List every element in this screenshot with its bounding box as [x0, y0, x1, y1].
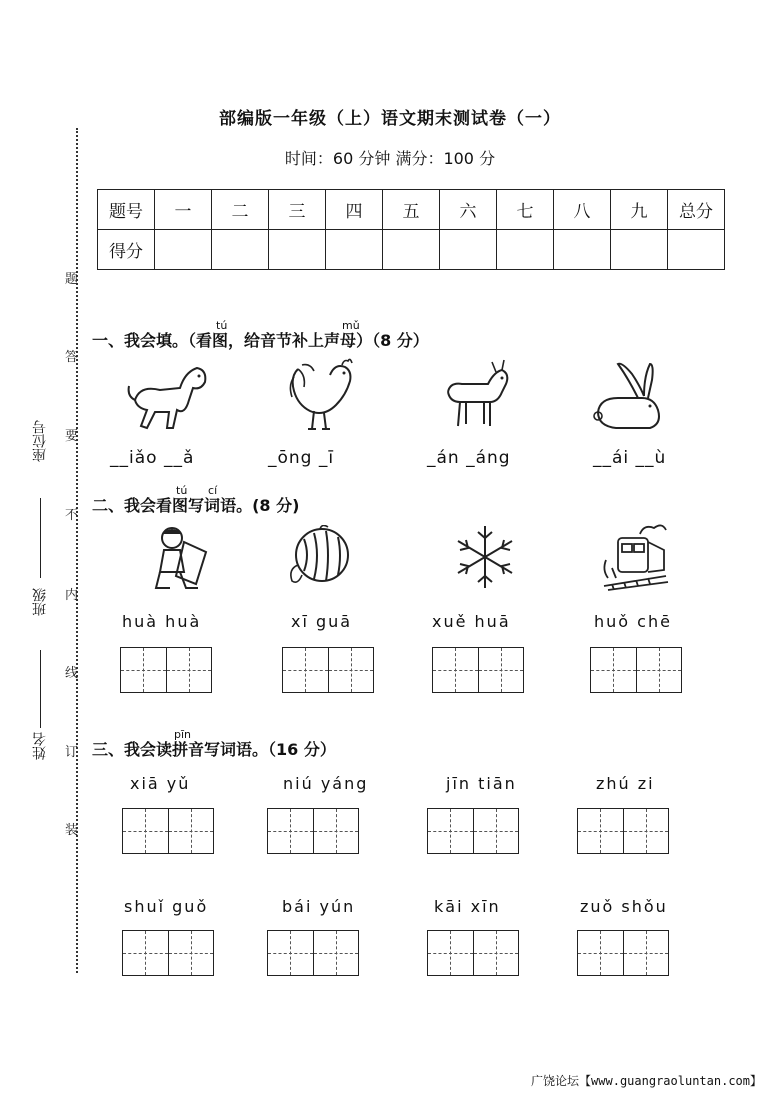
score-table [97, 189, 725, 270]
writing-grid[interactable] [590, 647, 682, 693]
writing-grid[interactable] [427, 808, 519, 854]
grid-cell[interactable] [433, 648, 479, 692]
pinyin-label: niú yáng [283, 774, 369, 793]
binding-char: 内 [65, 588, 79, 603]
grid-cell[interactable] [268, 809, 314, 853]
table-header-cell: 三 [269, 190, 326, 230]
table-header-cell: 总分 [668, 190, 725, 230]
grid-cell[interactable] [329, 648, 374, 692]
pinyin-label: jīn tiān [446, 774, 517, 793]
grid-cell[interactable] [428, 809, 474, 853]
pinyin-label: xī guā [291, 612, 353, 631]
grid-cell[interactable] [428, 931, 474, 975]
ruby-ci: cí [208, 484, 218, 497]
table-header-cell: 六 [440, 190, 497, 230]
pinyin-label: bái yún [282, 897, 356, 916]
binding-char: 线 [65, 666, 79, 681]
binding-char: 装 [65, 823, 79, 838]
watermelon-icon [286, 525, 354, 590]
grid-cell[interactable] [479, 648, 524, 692]
writing-grid[interactable] [577, 930, 669, 976]
score-cell[interactable] [383, 230, 440, 270]
table-header-cell: 一 [155, 190, 212, 230]
section-1-title: 一、我会填。（看 tú 图，给音节补上声 mǔ 母）（8 分） [92, 319, 429, 350]
writing-grid[interactable] [267, 808, 359, 854]
seat-underline[interactable] [40, 498, 41, 578]
pinyin-label: zuǒ shǒu [580, 897, 668, 916]
class-label: 班级 [32, 588, 48, 616]
score-cell[interactable] [497, 230, 554, 270]
score-cell[interactable] [611, 230, 668, 270]
binding-dotted-line [76, 128, 78, 973]
score-cell[interactable] [212, 230, 269, 270]
ruby-mu: mǔ [342, 319, 360, 332]
binding-char: 题 [65, 272, 79, 287]
table-header-cell: 八 [554, 190, 611, 230]
score-cell[interactable] [269, 230, 326, 270]
rabbit-icon [588, 358, 670, 436]
grid-cell[interactable] [123, 809, 169, 853]
blank-group-3[interactable]: _án _áng [427, 448, 511, 468]
pinyin-label: kāi xīn [434, 897, 501, 916]
writing-grid[interactable] [427, 930, 519, 976]
pinyin-label: huà huà [122, 612, 202, 631]
ruby-tu: tú [216, 319, 228, 332]
grid-cell[interactable] [268, 931, 314, 975]
score-table-header-row [98, 190, 725, 230]
page-subtitle: 时间：60 分钟 满分：100 分 [284, 149, 496, 168]
boy-drawing-icon [150, 522, 212, 592]
grid-cell[interactable] [578, 809, 624, 853]
blank-group-1[interactable]: __iǎo __ǎ [110, 448, 195, 468]
score-cell[interactable] [326, 230, 383, 270]
pinyin-label: xiā yǔ [130, 774, 191, 793]
score-cell[interactable] [440, 230, 497, 270]
seat-label: 座位号 [32, 420, 48, 462]
writing-grid[interactable] [122, 930, 214, 976]
grid-cell[interactable] [474, 809, 519, 853]
table-row-label: 得分 [98, 230, 155, 270]
binding-char: 要 [65, 429, 79, 444]
score-cell[interactable] [155, 230, 212, 270]
pinyin-label: xuě huā [432, 612, 511, 631]
grid-cell[interactable] [474, 931, 519, 975]
score-table-score-row [98, 230, 725, 270]
grid-cell[interactable] [314, 809, 359, 853]
section-2-title: 二、我会看 tú 图写 cí 词语。(8 分) [92, 484, 300, 515]
snowflake-icon [450, 522, 520, 592]
table-header-cell: 四 [326, 190, 383, 230]
table-header-cell: 二 [212, 190, 269, 230]
train-icon [600, 520, 670, 592]
grid-cell[interactable] [624, 931, 669, 975]
grid-cell[interactable] [314, 931, 359, 975]
table-header-cell: 五 [383, 190, 440, 230]
grid-cell[interactable] [283, 648, 329, 692]
table-header-cell: 题号 [98, 190, 155, 230]
rooster-icon [280, 355, 360, 435]
ruby-tu: tú [176, 484, 188, 497]
grid-cell[interactable] [121, 648, 167, 692]
grid-cell[interactable] [624, 809, 669, 853]
writing-grid[interactable] [432, 647, 524, 693]
grid-cell[interactable] [169, 809, 214, 853]
pinyin-label: shuǐ guǒ [124, 897, 209, 916]
writing-grid[interactable] [267, 930, 359, 976]
grid-cell[interactable] [167, 648, 212, 692]
pinyin-label: zhú zi [596, 774, 655, 793]
page-title: 部编版一年级（上）语文期末测试卷（一） [219, 109, 561, 129]
binding-char: 答 [65, 350, 79, 365]
binding-char: 订 [65, 745, 79, 760]
score-cell[interactable] [668, 230, 725, 270]
grid-cell[interactable] [169, 931, 214, 975]
table-header-cell: 七 [497, 190, 554, 230]
horse-icon [125, 360, 210, 435]
writing-grid[interactable] [282, 647, 374, 693]
ruby-pin: pīn [174, 728, 192, 741]
class-underline[interactable] [40, 650, 41, 728]
blank-group-2[interactable]: _ōng _ī [268, 448, 335, 468]
goat-icon [440, 358, 515, 433]
pinyin-label: huǒ chē [594, 612, 672, 631]
table-header-cell: 九 [611, 190, 668, 230]
score-cell[interactable] [554, 230, 611, 270]
name-label: 姓名 [32, 732, 48, 760]
grid-cell[interactable] [637, 648, 682, 692]
grid-cell[interactable] [578, 931, 624, 975]
grid-cell[interactable] [591, 648, 637, 692]
writing-grid[interactable] [122, 808, 214, 854]
writing-grid[interactable] [577, 808, 669, 854]
grid-cell[interactable] [123, 931, 169, 975]
blank-group-4[interactable]: __ái __ù [593, 448, 667, 468]
footer-watermark: 广饶论坛【www.guangraoluntan.com】 [531, 1074, 762, 1088]
writing-grid[interactable] [120, 647, 212, 693]
section-3-title: 三、我会读 pīn 拼音写词语。（16 分） [92, 728, 336, 759]
binding-char: 不 [65, 508, 79, 523]
